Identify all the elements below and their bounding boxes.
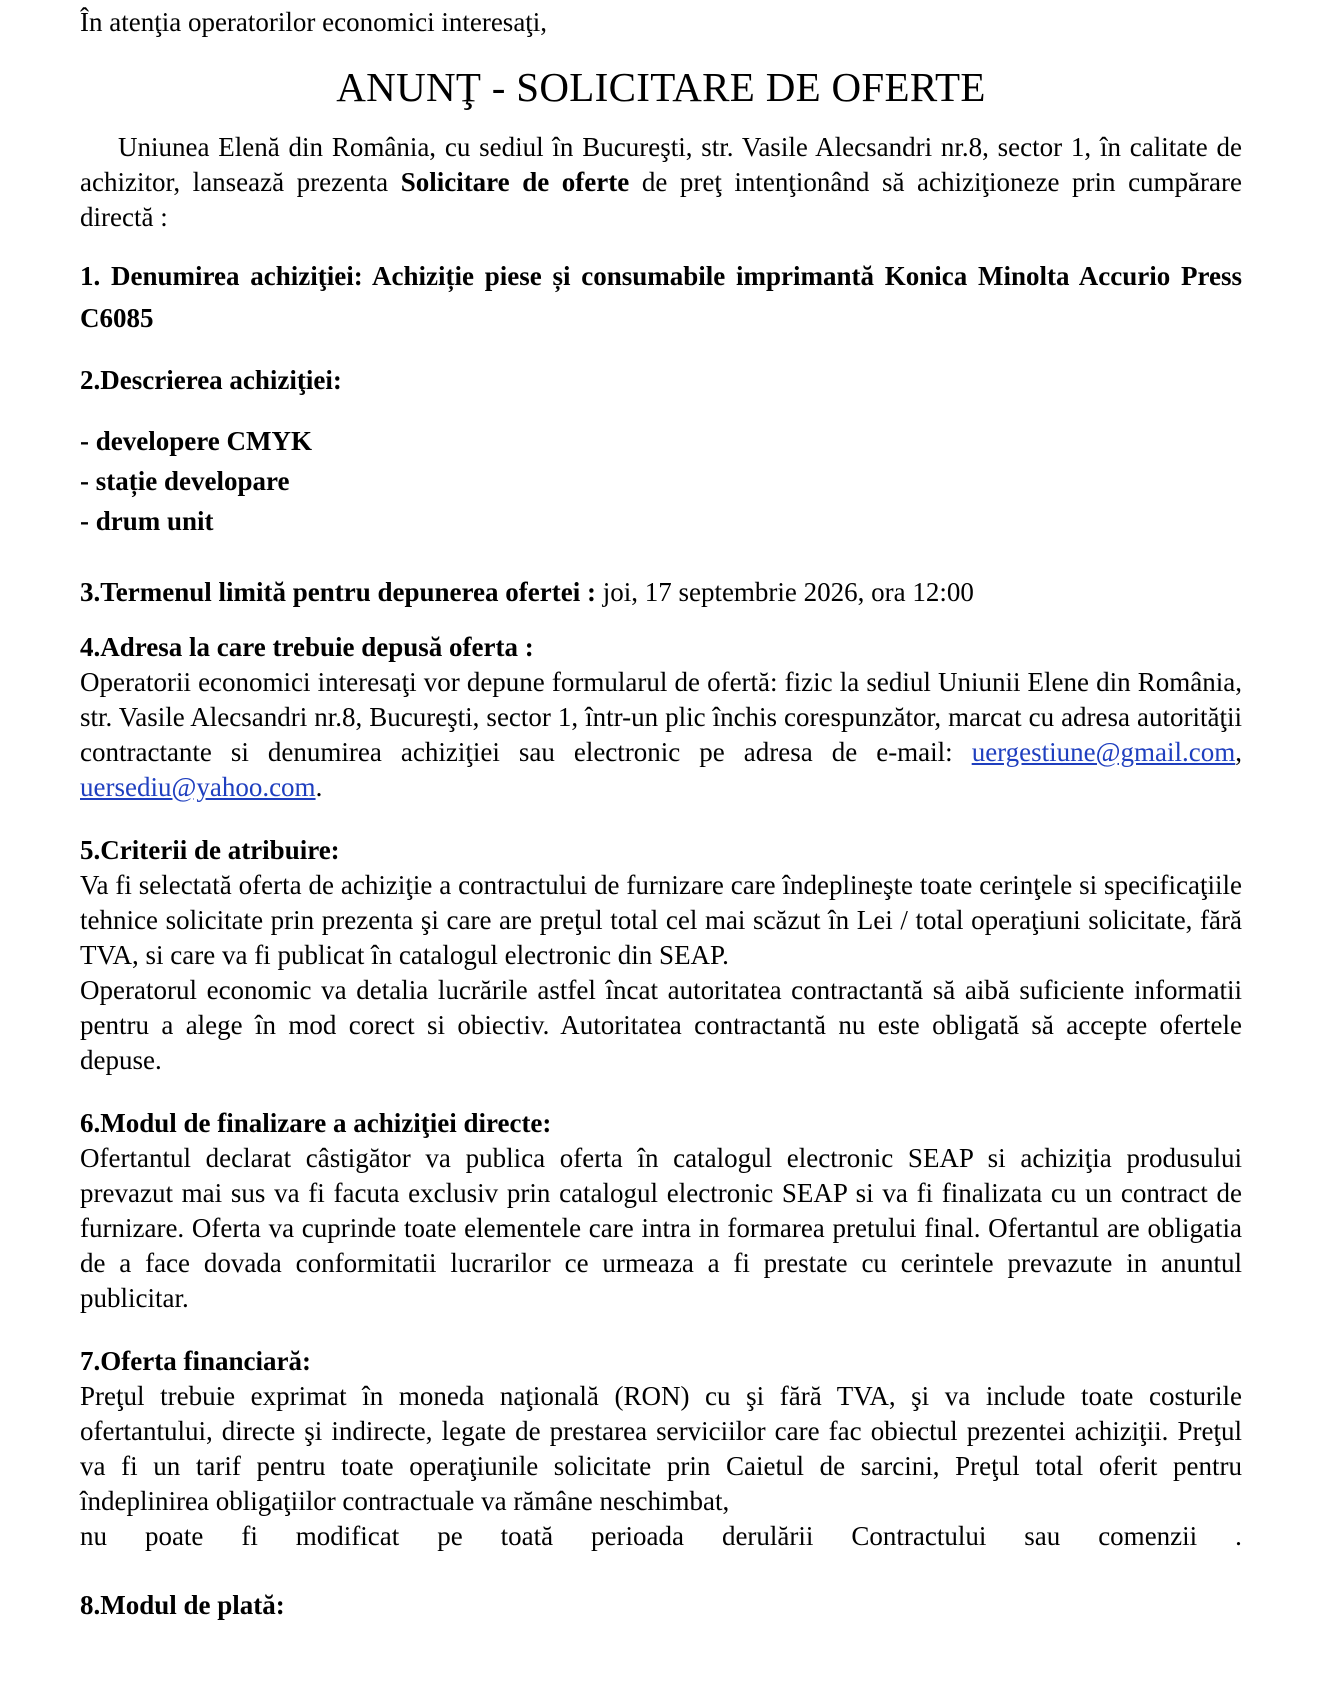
- document-page: [80, 4, 1242, 1623]
- intro-text-bold: Solicitare de oferte: [400, 167, 630, 197]
- section-4-end: .: [315, 772, 323, 802]
- word: comenzii: [1098, 1521, 1198, 1551]
- page-title: ANUNŢ - SOLICITARE DE OFERTE: [336, 64, 986, 110]
- word: fi: [241, 1521, 258, 1551]
- intro-text-after: de preţ intenţionând să achiziţioneze prin cumpărare directă :: [80, 167, 1242, 232]
- section-6-text: Ofertantul declarat câstigător va publica oferta în catalogul electronic SEAP si achiziţia produsului prevazut mai sus va fi facuta exclusiv prin catalogul electronic SEAP si va fi finalizata cu un contract de furnizare. Oferta va cuprinde toate elementele care intra in formarea pretului final. Ofertantul are obligatia de a face dovada conformitatii lucrarilor ce urmeaza a fi prestate cu cerintele prevazute in anuntul publicitar.: [80, 1143, 1242, 1313]
- word: toată: [500, 1521, 554, 1551]
- word: perioada: [591, 1521, 684, 1551]
- email-link-gestiune[interactable]: uergestiune@gmail.com: [971, 737, 1236, 767]
- section-4-heading: 4.Adresa la care trebuie depusă oferta :: [80, 632, 534, 662]
- section-5-text-2: Operatorul economic va detalia lucrările astfel încat autoritatea contractantă să aibă suficiente informatii pentru a alege în mod corect si obiectiv. Autoritatea contractantă nu este obligată să accepte ofertele depuse.: [80, 975, 1242, 1075]
- section-7-heading: 7.Oferta financiară:: [80, 1346, 311, 1376]
- email-link-sediu[interactable]: uersediu@yahoo.com: [80, 772, 316, 802]
- word: modificat: [295, 1521, 400, 1551]
- intro-paragraph: [80, 130, 1242, 235]
- section-7-last-line: [80, 1519, 1242, 1554]
- section-2-heading: 2.Descrierea achiziţiei:: [80, 365, 342, 395]
- section-5-text-1: Va fi selectată oferta de achiziţie a contractului de furnizare care îndeplineşte toate cerinţele si specificaţiile tehnice solicitate prin prezenta şi care are preţul total cel mai scăzut în Lei / total operaţiuni solicitate, fără TVA, si care va fi publicat în catalogul electronic din SEAP.: [80, 870, 1242, 970]
- greeting: În atenţia operatorilor economici interesaţi,: [80, 7, 548, 37]
- section-3-heading: 3.Termenul limită pentru depunerea ofertei :: [80, 577, 596, 607]
- word: pe: [437, 1521, 463, 1551]
- word: .: [1235, 1521, 1242, 1551]
- list-item: - developere CMYK: [80, 426, 312, 456]
- word: Contractului: [851, 1521, 987, 1551]
- acquisition-items-list: [80, 421, 1242, 541]
- section-1-heading: 1. Denumirea achiziţiei: Achiziție piese și consumabile imprimantă Konica Minolta Accurio Press C6085: [80, 261, 1242, 333]
- section-3: [80, 575, 1242, 610]
- word: nu: [80, 1521, 107, 1551]
- word: sau: [1024, 1521, 1061, 1551]
- deadline-value: joi, 17 septembrie 2026, ora 12:00: [595, 577, 974, 607]
- section-5-heading: 5.Criterii de atribuire:: [80, 835, 340, 865]
- section-8-heading: 8.Modul de plată:: [80, 1590, 285, 1620]
- list-item: - drum unit: [80, 506, 214, 536]
- section-4-text: [80, 665, 1242, 805]
- intro-text-before: Uniunea Elenă din România, cu sediul în Bucureşti, str. Vasile Alecsandri nr.8, sector 1, în calitate de achizitor, lansează prezenta: [80, 132, 1242, 197]
- section-6-heading: 6.Modul de finalizare a achiziţiei directe:: [80, 1108, 552, 1138]
- email-separator: ,: [1235, 737, 1242, 767]
- word: poate: [144, 1521, 204, 1551]
- section-4-body: Operatorii economici interesaţi vor depune formularul de ofertă: fizic la sediul Uniunii Elene din România, str. Vasile Alecsandri nr.8, Bucureşti, sector 1, într-un plic închis corespunzător, marcat cu adresa autorităţii contractante si denumirea achiziţiei sau electronic pe adresa de e-mail:: [80, 667, 1242, 767]
- word: derulării: [721, 1521, 814, 1551]
- section-7-text: Preţul trebuie exprimat în moneda naţională (RON) cu şi fără TVA, şi va include toate costurile ofertantului, directe şi indirecte, legate de prestarea serviciilor care fac obiectul prezentei achiziţii. Preţul va fi un tarif pentru toate operaţiunile solicitate prin Caietul de sarcini, Preţul total oferit pentru îndeplinirea obligaţiilor contractuale va rămâne neschimbat,: [80, 1381, 1242, 1516]
- list-item: - stație developare: [80, 466, 290, 496]
